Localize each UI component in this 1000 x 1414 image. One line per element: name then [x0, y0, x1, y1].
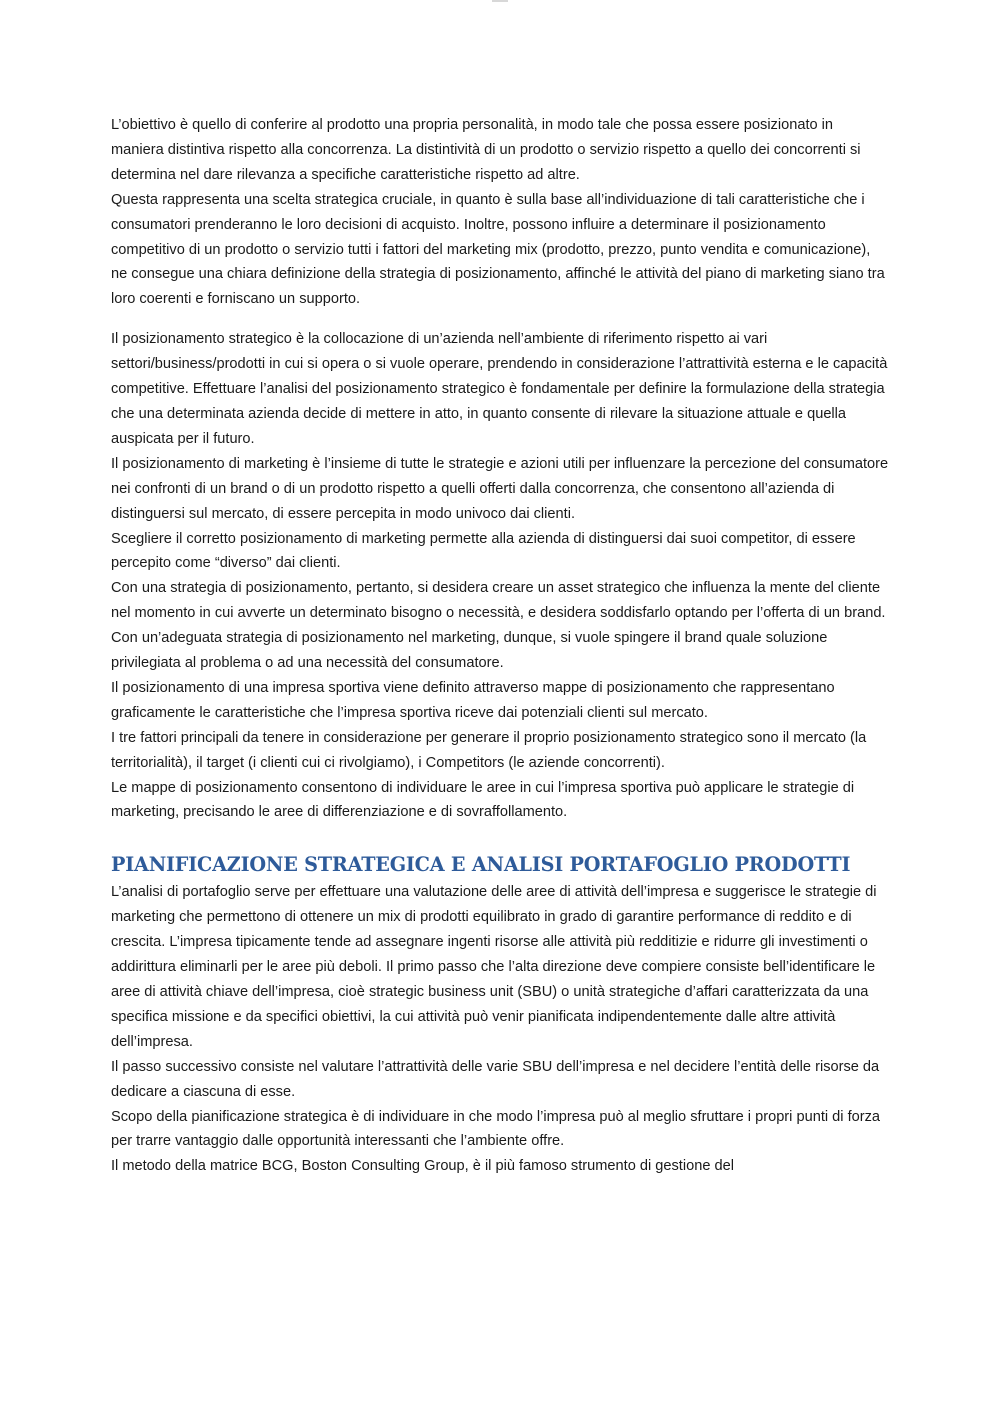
paragraph-block-positioning — [111, 327, 889, 825]
paragraph: Il posizionamento strategico è la collocazione di un’azienda nell’ambiente di riferimento rispetto ai vari settori/business/prodotti in cui si opera o si vuole operare, prendendo in considerazione l’attrattività esterna e le capacità competitive. Effettuare l’analisi del posizionamento strategico è fondamentale per definire la formulazione della strategia che una determinata azienda decide di mettere in atto, in quanto consente di rilevare la situazione attuale e quella auspicata per il futuro. — [111, 331, 888, 447]
paragraph: Le mappe di posizionamento consentono di individuare le aree in cui l’impresa sportiva può applicare le strategie di marketing, precisando le aree di differenziazione e di sovraffollamento. — [111, 779, 855, 821]
paragraph: I tre fattori principali da tenere in considerazione per generare il proprio posizionamento strategico sono il mercato (la territorialità), il target (i clienti cui ci rivolgiamo), i Competitors (le aziende concorrenti). — [111, 729, 867, 771]
paragraph: L’obiettivo è quello di conferire al prodotto una propria personalità, in modo tale che possa essere posizionato in maniera distintiva rispetto alla concorrenza. La distintività di un prodotto o servizio rispetto a quello dei concorrenti si determina nel dare rilevanza a specifiche caratteristiche rispetto ad altre. — [111, 117, 861, 183]
page-header-mark — [492, 0, 508, 2]
paragraph: Scopo della pianificazione strategica è di individuare in che modo l’impresa può al meglio sfruttare i propri punti di forza per trarre vantaggio dalle opportunità interessanti che l’ambiente offre. — [111, 1108, 881, 1150]
paragraph-block-intro — [111, 113, 889, 312]
paragraph: Scegliere il corretto posizionamento di marketing permette alla azienda di distinguersi dai suoi competitor, di essere percepito come “diverso” dai clienti. — [111, 530, 856, 572]
document-body — [111, 113, 889, 1179]
section-heading: PIANIFICAZIONE STRATEGICA E ANALISI PORTAFOGLIO PRODOTTI — [111, 853, 851, 877]
paragraph: Con una strategia di posizionamento, pertanto, si desidera creare un asset strategico che influenza la mente del cliente nel momento in cui avverte un determinato bisogno o necessità, e desidera soddisfarlo optando per l’offerta di un brand. Con un’adeguata strategia di posizionamento nel marketing, dunque, si vuole spingere il brand quale soluzione privilegiata al problema o ad una necessità del consumatore. — [111, 580, 886, 672]
paragraph: Questa rappresenta una scelta strategica cruciale, in quanto è sulla base all’individuazione di tali caratteristiche che i consumatori prenderanno le loro decisioni di acquisto. Inoltre, possono influire a determinare il posizionamento competitivo di un prodotto o servizio tutti i fattori del marketing mix (prodotto, prezzo, punto vendita e comunicazione), ne consegue una chiara definizione della strategia di posizionamento, affinché le attività del piano di marketing siano tra loro coerenti e forniscano un supporto. — [111, 191, 885, 308]
paragraph: Il metodo della matrice BCG, Boston Consulting Group, è il più famoso strumento di gestione del — [111, 1158, 734, 1175]
paragraph: L’analisi di portafoglio serve per effettuare una valutazione delle aree di attività dell’impresa e suggerisce le strategie di marketing che permettono di ottenere un mix di prodotti equilibrato in grado di garantire performance di reddito e di crescita. L’impresa tipicamente tende ad assegnare ingenti risorse alle attività più redditizie e ridurre gli investimenti o addirittura eliminarli per le aree più deboli. Il primo passo che l’alta direzione deve compiere consiste bell’identificare le aree di attività chiave dell’impresa, cioè strategic business unit (SBU) o unità strategiche d’affari caratterizzata da una specifica missione e da specifici obiettivi, la cui attività può venir pianificata indipendentemente dalle altre attività dell’impresa. — [111, 884, 877, 1050]
paragraph: Il passo successivo consiste nel valutare l’attrattività delle varie SBU dell’impresa e nel decidere l’entità delle risorse da dedicare a ciascuna di esse. — [111, 1058, 880, 1100]
paragraph-block-portfolio — [111, 880, 889, 1179]
paragraph: Il posizionamento di una impresa sportiva viene definito attraverso mappe di posizionamento che rappresentano graficamente le caratteristiche che l’impresa sportiva riceve dai potenziali clienti sul mercato. — [111, 679, 835, 721]
paragraph: Il posizionamento di marketing è l’insieme di tutte le strategie e azioni utili per influenzare la percezione del consumatore nei confronti di un brand o di un prodotto rispetto a quelli offerti dalla concorrenza, che consentono all’azienda di distinguersi sul mercato, di essere percepita in modo univoco dai clienti. — [111, 455, 889, 522]
